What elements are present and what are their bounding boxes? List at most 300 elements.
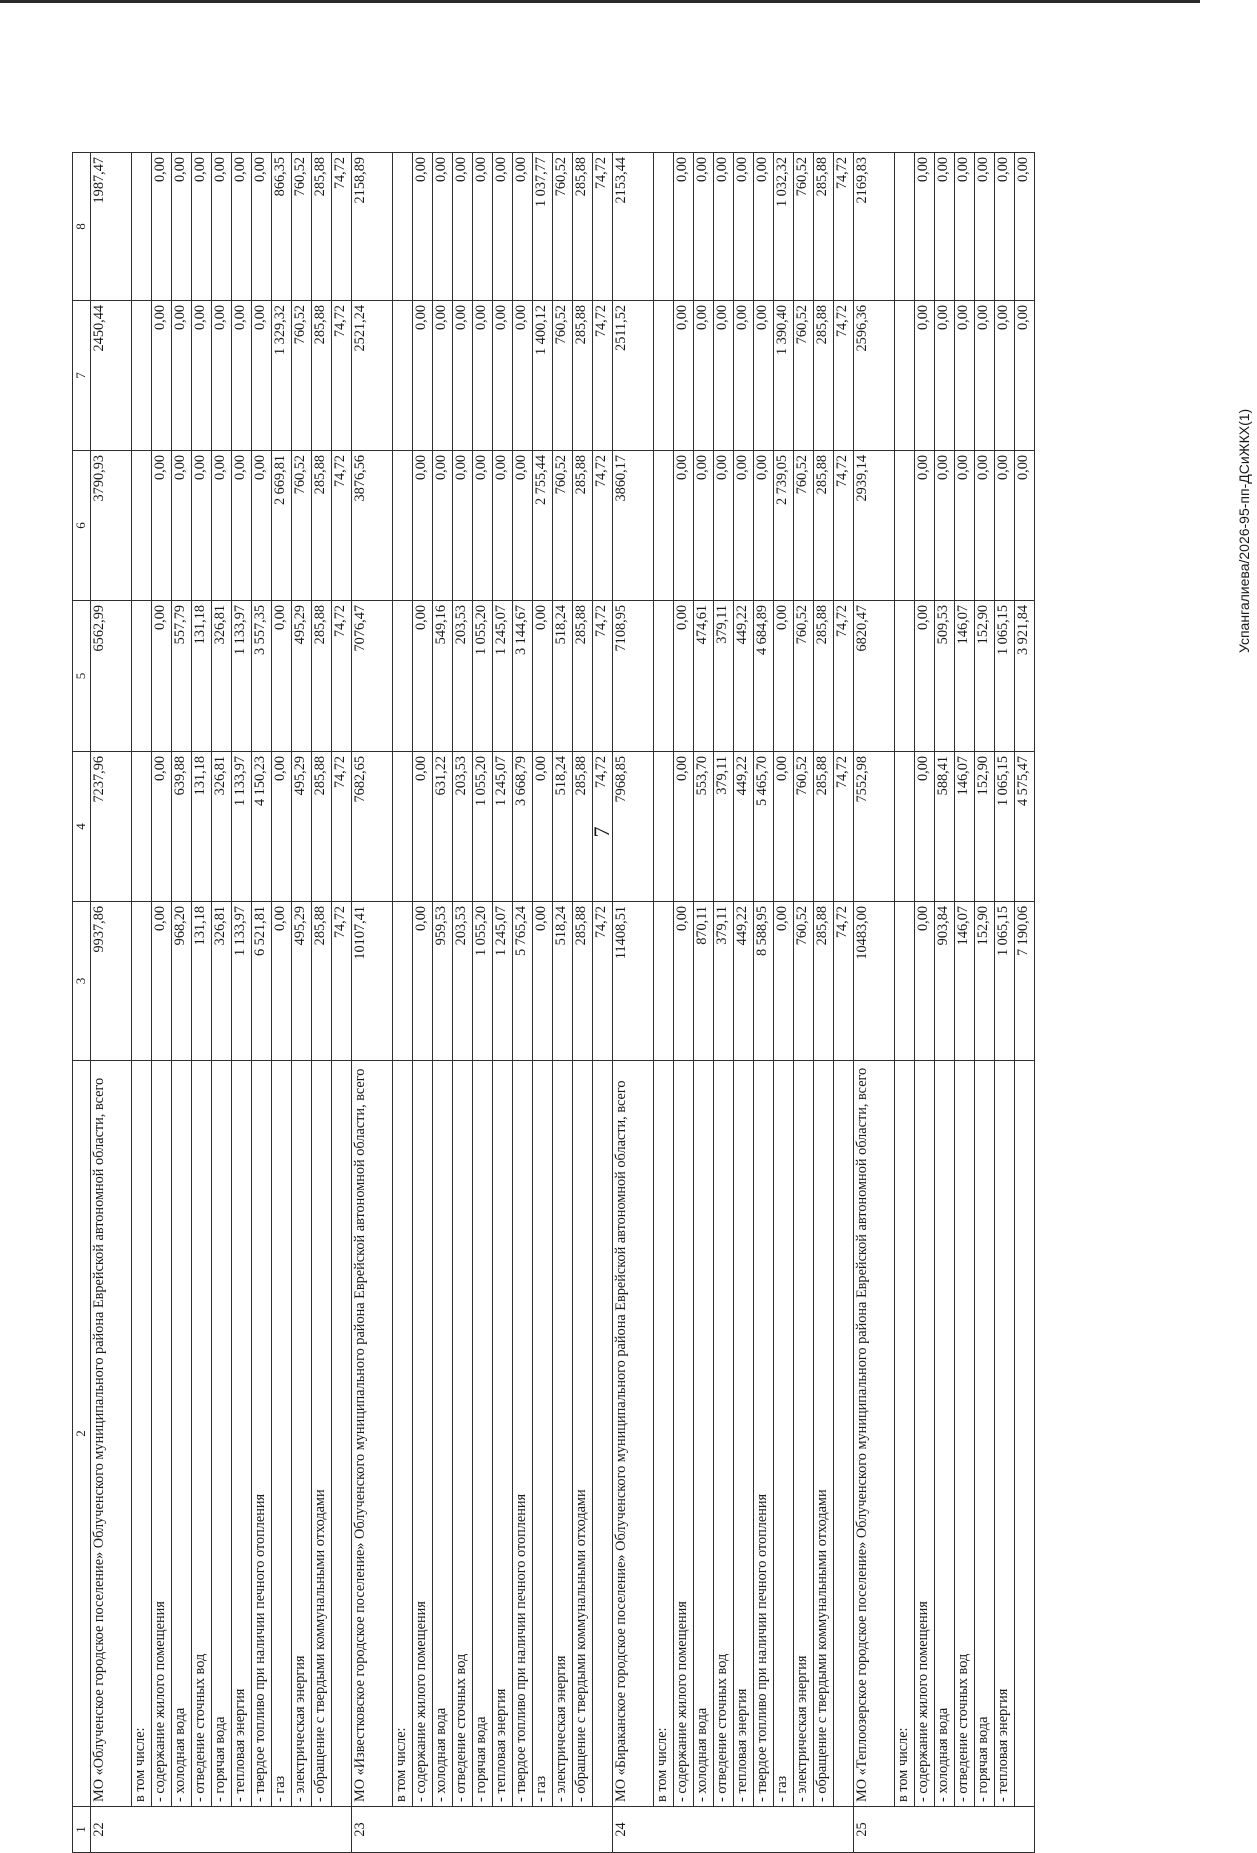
table-row [734, 153, 754, 1853]
row-label: - холодная вода [694, 1061, 714, 1807]
table-row [814, 153, 834, 1853]
value-cell: 1 037,77 [533, 153, 553, 301]
row-label [1015, 1061, 1035, 1807]
value-cell: 495,29 [292, 902, 312, 1061]
row-label: - содержание жилого помещения [152, 1061, 172, 1807]
row-number: 22 [91, 1807, 352, 1853]
value-cell: 1987,47 [91, 153, 132, 301]
value-cell: 74,72 [593, 451, 613, 601]
value-cell: 7 190,06 [1015, 902, 1035, 1061]
value-cell: 0,00 [513, 301, 533, 451]
value-cell: 0,00 [533, 752, 553, 902]
value-cell: 2939,14 [854, 451, 895, 601]
value-cell: 0,00 [674, 301, 694, 451]
value-cell: 3 144,67 [513, 601, 533, 752]
value-cell: 285,88 [573, 451, 593, 601]
row-label: - тепловая энергия [995, 1061, 1015, 1807]
value-cell: 0,00 [714, 153, 734, 301]
value-cell [393, 301, 413, 451]
value-cell: 285,88 [814, 451, 834, 601]
value-cell: 0,00 [975, 301, 995, 451]
value-cell: 0,00 [915, 752, 935, 902]
value-cell: 0,00 [433, 153, 453, 301]
value-cell: 0,00 [915, 451, 935, 601]
value-cell: 0,00 [212, 301, 232, 451]
value-cell: 5 465,70 [754, 752, 774, 902]
value-cell: 557,79 [172, 601, 192, 752]
value-cell [132, 752, 152, 902]
value-cell: 285,88 [312, 153, 332, 301]
table-row [895, 153, 915, 1853]
value-cell: 0,00 [674, 752, 694, 902]
value-cell: 2153,44 [613, 153, 654, 301]
value-cell: 2 739,05 [774, 451, 794, 601]
value-cell: 285,88 [312, 601, 332, 752]
value-cell: 0,00 [734, 153, 754, 301]
value-cell: 0,00 [1015, 153, 1035, 301]
value-cell: 760,52 [553, 301, 573, 451]
value-cell: 760,52 [794, 601, 814, 752]
value-cell: 0,00 [915, 301, 935, 451]
value-cell: 0,00 [453, 451, 473, 601]
table-row [413, 153, 433, 1853]
value-cell: 0,00 [272, 752, 292, 902]
value-cell: 0,00 [714, 301, 734, 451]
value-cell: 760,52 [794, 902, 814, 1061]
value-cell: 903,84 [935, 902, 955, 1061]
value-cell [895, 153, 915, 301]
value-cell: 0,00 [674, 902, 694, 1061]
row-label: - газ [272, 1061, 292, 1807]
table-row [794, 153, 814, 1853]
value-cell: 0,00 [453, 301, 473, 451]
row-label: - содержание жилого помещения [413, 1061, 433, 1807]
value-cell: 326,81 [212, 752, 232, 902]
value-cell: 0,00 [1015, 301, 1035, 451]
value-cell: 3 921,84 [1015, 601, 1035, 752]
value-cell: 0,00 [172, 301, 192, 451]
value-cell: 0,00 [915, 601, 935, 752]
row-label: - отведение сточных вод [453, 1061, 473, 1807]
value-cell: 509,53 [935, 601, 955, 752]
value-cell: 866,35 [272, 153, 292, 301]
table-row [152, 153, 172, 1853]
value-cell: 146,07 [955, 601, 975, 752]
value-cell: 1 032,32 [774, 153, 794, 301]
value-cell: 0,00 [493, 451, 513, 601]
value-cell: 0,00 [192, 301, 212, 451]
value-cell: 0,00 [433, 451, 453, 601]
row-label: - обращение с твердыми коммунальными отходами [312, 1061, 332, 1807]
header-cell: 1 [73, 1807, 91, 1853]
value-cell: 495,29 [292, 752, 312, 902]
value-cell: 0,00 [152, 752, 172, 902]
value-cell: 0,00 [734, 451, 754, 601]
value-cell: 3860,17 [613, 451, 654, 601]
value-cell: 10483,00 [854, 902, 895, 1061]
value-cell: 2 669,81 [272, 451, 292, 601]
table-row [754, 153, 774, 1853]
value-cell: 6 521,81 [252, 902, 272, 1061]
value-cell: 1 245,07 [493, 752, 513, 902]
value-cell: 1 065,15 [995, 601, 1015, 752]
value-cell: 9937,86 [91, 902, 132, 1061]
value-cell [895, 601, 915, 752]
value-cell: 1 245,07 [493, 902, 513, 1061]
value-cell [132, 902, 152, 1061]
value-cell [393, 451, 413, 601]
value-cell: 0,00 [473, 301, 493, 451]
value-cell: 0,00 [915, 153, 935, 301]
value-cell: 0,00 [774, 601, 794, 752]
value-cell: 0,00 [272, 601, 292, 752]
value-cell: 474,61 [694, 601, 714, 752]
value-cell: 4 575,47 [1015, 752, 1035, 902]
table-row [513, 153, 533, 1853]
value-cell: 760,52 [794, 752, 814, 902]
value-cell: 760,52 [553, 153, 573, 301]
row-label: - газ [774, 1061, 794, 1807]
municipality-name: МО «Теплоозерское городское поселение» Облученского муниципального района Еврейской автономной области, всего [854, 1061, 895, 1807]
value-cell: 10107,41 [352, 902, 393, 1061]
table-row [473, 153, 493, 1853]
value-cell: 0,00 [935, 153, 955, 301]
value-cell: 0,00 [212, 153, 232, 301]
row-label: - горячая вода [975, 1061, 995, 1807]
value-cell [393, 601, 413, 752]
value-cell: 0,00 [694, 301, 714, 451]
row-label: - горячая вода [473, 1061, 493, 1807]
value-cell [654, 601, 674, 752]
row-label: в том числе: [895, 1061, 915, 1807]
value-cell: 0,00 [955, 301, 975, 451]
value-cell: 0,00 [955, 153, 975, 301]
table-row [433, 153, 453, 1853]
value-cell: 0,00 [413, 301, 433, 451]
header-cell: 2 [73, 1061, 91, 1807]
table-row [533, 153, 553, 1853]
row-label: - обращение с твердыми коммунальными отходами [814, 1061, 834, 1807]
table-row [252, 153, 272, 1853]
value-cell [654, 752, 674, 902]
value-cell: 285,88 [814, 601, 834, 752]
value-cell: 0,00 [774, 752, 794, 902]
value-cell: 74,72 [593, 301, 613, 451]
value-cell: 131,18 [192, 752, 212, 902]
value-cell: 0,00 [674, 451, 694, 601]
value-cell: 0,00 [152, 902, 172, 1061]
table-row [332, 153, 352, 1853]
value-cell: 74,72 [332, 451, 352, 601]
value-cell: 285,88 [814, 301, 834, 451]
table-row [573, 153, 593, 1853]
value-cell [895, 451, 915, 601]
value-cell: 0,00 [493, 301, 513, 451]
value-cell [895, 752, 915, 902]
row-label: в том числе: [132, 1061, 152, 1807]
value-cell: 5 765,24 [513, 902, 533, 1061]
value-cell: 1 055,20 [473, 752, 493, 902]
value-cell [132, 153, 152, 301]
table-row [774, 153, 794, 1853]
value-cell: 0,00 [413, 752, 433, 902]
header-cell: 8 [73, 153, 91, 301]
value-cell: 0,00 [252, 451, 272, 601]
value-cell: 760,52 [794, 301, 814, 451]
document-footer-code: Успангалиева/2026-95-пп-ДСиЖКХ(1) [1236, 408, 1252, 653]
row-label: - газ [533, 1061, 553, 1807]
row-label: - холодная вода [433, 1061, 453, 1807]
row-label: - отведение сточных вод [714, 1061, 734, 1807]
value-cell: 2511,52 [613, 301, 654, 451]
table-row [1015, 153, 1035, 1853]
table-row [834, 153, 854, 1853]
value-cell: 0,00 [152, 301, 172, 451]
table-row [935, 153, 955, 1853]
value-cell: 2521,24 [352, 301, 393, 451]
value-cell: 74,72 [593, 752, 613, 902]
value-cell: 518,24 [553, 902, 573, 1061]
value-cell: 549,16 [433, 601, 453, 752]
page-number: 7 [589, 826, 614, 838]
value-cell: 203,53 [453, 601, 473, 752]
value-cell: 74,72 [834, 451, 854, 601]
value-cell: 7968,85 [613, 752, 654, 902]
top-edge-rule [0, 0, 1200, 3]
value-cell: 760,52 [292, 153, 312, 301]
value-cell: 4 150,23 [252, 752, 272, 902]
value-cell: 74,72 [834, 153, 854, 301]
value-cell: 285,88 [573, 601, 593, 752]
value-cell: 74,72 [593, 902, 613, 1061]
value-cell [654, 902, 674, 1061]
value-cell: 1 133,97 [232, 601, 252, 752]
table-row [91, 153, 132, 1853]
value-cell: 7076,47 [352, 601, 393, 752]
value-cell: 74,72 [593, 153, 613, 301]
value-cell: 0,00 [413, 902, 433, 1061]
value-cell [393, 902, 413, 1061]
value-cell: 379,11 [714, 752, 734, 902]
header-cell: 7 [73, 301, 91, 451]
row-label: - отведение сточных вод [955, 1061, 975, 1807]
value-cell: 131,18 [192, 902, 212, 1061]
value-cell: 285,88 [573, 902, 593, 1061]
value-cell: 7237,96 [91, 752, 132, 902]
value-cell: 2158,89 [352, 153, 393, 301]
value-cell: 518,24 [553, 752, 573, 902]
value-cell: 0,00 [192, 451, 212, 601]
row-label: - твердое топливо при наличии печного отопления [754, 1061, 774, 1807]
value-cell: 285,88 [312, 902, 332, 1061]
value-cell: 285,88 [814, 902, 834, 1061]
value-cell: 1 400,12 [533, 301, 553, 451]
table-row [493, 153, 513, 1853]
value-cell: 74,72 [593, 601, 613, 752]
row-label: в том числе: [393, 1061, 413, 1807]
row-number: 25 [854, 1807, 1035, 1853]
row-label: - холодная вода [172, 1061, 192, 1807]
value-cell: 1 133,97 [232, 902, 252, 1061]
value-cell: 4 684,89 [754, 601, 774, 752]
value-cell: 285,88 [312, 451, 332, 601]
table-row [132, 153, 152, 1853]
value-cell: 0,00 [955, 451, 975, 601]
value-cell: 1 065,15 [995, 902, 1015, 1061]
value-cell: 0,00 [995, 451, 1015, 601]
value-cell: 0,00 [674, 601, 694, 752]
value-cell: 0,00 [212, 451, 232, 601]
table-row [212, 153, 232, 1853]
value-cell: 495,29 [292, 601, 312, 752]
value-cell: 0,00 [975, 451, 995, 601]
value-cell: 0,00 [935, 451, 955, 601]
value-cell: 131,18 [192, 601, 212, 752]
value-cell: 0,00 [232, 153, 252, 301]
value-cell: 74,72 [834, 902, 854, 1061]
municipality-name: МО «Бираканское городское поселение» Облученского муниципального района Еврейской автономной области, всего [613, 1061, 654, 1807]
value-cell: 2596,36 [854, 301, 895, 451]
table-row [955, 153, 975, 1853]
table-body [73, 153, 1035, 1853]
table-row [393, 153, 413, 1853]
municipality-name: МО «Известковское городское поселение» Облученского муниципального района Еврейской автономной области, всего [352, 1061, 393, 1807]
value-cell: 146,07 [955, 902, 975, 1061]
value-cell: 0,00 [975, 153, 995, 301]
value-cell: 639,88 [172, 752, 192, 902]
header-row [73, 153, 91, 1853]
value-cell: 0,00 [152, 153, 172, 301]
value-cell: 0,00 [252, 301, 272, 451]
value-cell: 285,88 [814, 752, 834, 902]
value-cell [654, 301, 674, 451]
value-cell: 631,22 [433, 752, 453, 902]
table-row [694, 153, 714, 1853]
header-cell: 6 [73, 451, 91, 601]
table-row [292, 153, 312, 1853]
value-cell: 760,52 [292, 301, 312, 451]
value-cell: 0,00 [995, 153, 1015, 301]
value-cell: 1 065,15 [995, 752, 1015, 902]
value-cell: 74,72 [834, 752, 854, 902]
value-cell: 7108,95 [613, 601, 654, 752]
value-cell [895, 301, 915, 451]
value-cell: 0,00 [513, 153, 533, 301]
municipality-name: МО «Облученское городское поселение» Облученского муниципального района Еврейской автономной области, всего [91, 1061, 132, 1807]
value-cell: 7682,65 [352, 752, 393, 902]
value-cell: 959,53 [433, 902, 453, 1061]
value-cell: 152,90 [975, 752, 995, 902]
table-row [272, 153, 292, 1853]
value-cell: 2450,44 [91, 301, 132, 451]
value-cell: 6562,99 [91, 601, 132, 752]
row-label: - электрическая энергия [794, 1061, 814, 1807]
value-cell: 0,00 [152, 601, 172, 752]
value-cell: 1 329,32 [272, 301, 292, 451]
row-label: - обращение с твердыми коммунальными отходами [573, 1061, 593, 1807]
value-cell: 0,00 [453, 153, 473, 301]
value-cell [654, 451, 674, 601]
row-label: - содержание жилого помещения [915, 1061, 935, 1807]
value-cell: 285,88 [312, 752, 332, 902]
value-cell: 760,52 [292, 451, 312, 601]
value-cell: 760,52 [553, 451, 573, 601]
value-cell: 2169,83 [854, 153, 895, 301]
value-cell: 0,00 [694, 451, 714, 601]
value-cell: 379,11 [714, 902, 734, 1061]
row-label: - тепловая энергия [232, 1061, 252, 1807]
value-cell: 0,00 [413, 601, 433, 752]
value-cell: 0,00 [252, 153, 272, 301]
value-cell: 285,88 [573, 752, 593, 902]
value-cell: 0,00 [493, 153, 513, 301]
value-cell: 968,20 [172, 902, 192, 1061]
value-cell: 760,52 [794, 451, 814, 601]
value-cell: 0,00 [1015, 451, 1035, 601]
table-row [553, 153, 573, 1853]
table-row [654, 153, 674, 1853]
value-cell: 285,88 [814, 153, 834, 301]
value-cell [132, 301, 152, 451]
table-row [674, 153, 694, 1853]
value-cell: 0,00 [152, 451, 172, 601]
row-label: - тепловая энергия [493, 1061, 513, 1807]
value-cell: 3 557,35 [252, 601, 272, 752]
value-cell: 152,90 [975, 601, 995, 752]
value-cell: 326,81 [212, 601, 232, 752]
value-cell: 8 588,95 [754, 902, 774, 1061]
row-label [332, 1061, 352, 1807]
value-cell: 326,81 [212, 902, 232, 1061]
table-row [714, 153, 734, 1853]
value-cell: 0,00 [995, 301, 1015, 451]
row-label [834, 1061, 854, 1807]
value-cell: 0,00 [232, 301, 252, 451]
value-cell: 0,00 [413, 451, 433, 601]
value-cell: 7552,98 [854, 752, 895, 902]
value-cell: 0,00 [473, 153, 493, 301]
row-label [593, 1061, 613, 1807]
value-cell: 0,00 [533, 601, 553, 752]
value-cell: 0,00 [272, 902, 292, 1061]
row-label: - горячая вода [212, 1061, 232, 1807]
value-cell: 11408,51 [613, 902, 654, 1061]
value-cell: 379,11 [714, 601, 734, 752]
table-row [613, 153, 654, 1853]
value-cell: 0,00 [754, 153, 774, 301]
value-cell: 74,72 [834, 301, 854, 451]
value-cell: 0,00 [473, 451, 493, 601]
value-cell: 74,72 [332, 902, 352, 1061]
value-cell: 3876,56 [352, 451, 393, 601]
header-cell: 4 [73, 752, 91, 902]
value-cell: 449,22 [734, 902, 754, 1061]
value-cell: 0,00 [513, 451, 533, 601]
value-cell: 0,00 [433, 301, 453, 451]
value-cell [132, 601, 152, 752]
row-label: - твердое топливо при наличии печного отопления [252, 1061, 272, 1807]
value-cell: 1 133,97 [232, 752, 252, 902]
value-cell [895, 902, 915, 1061]
value-cell: 0,00 [734, 301, 754, 451]
value-cell: 152,90 [975, 902, 995, 1061]
value-cell: 0,00 [413, 153, 433, 301]
row-label: - содержание жилого помещения [674, 1061, 694, 1807]
value-cell [132, 451, 152, 601]
value-cell: 0,00 [774, 902, 794, 1061]
value-cell: 3790,93 [91, 451, 132, 601]
value-cell: 518,24 [553, 601, 573, 752]
